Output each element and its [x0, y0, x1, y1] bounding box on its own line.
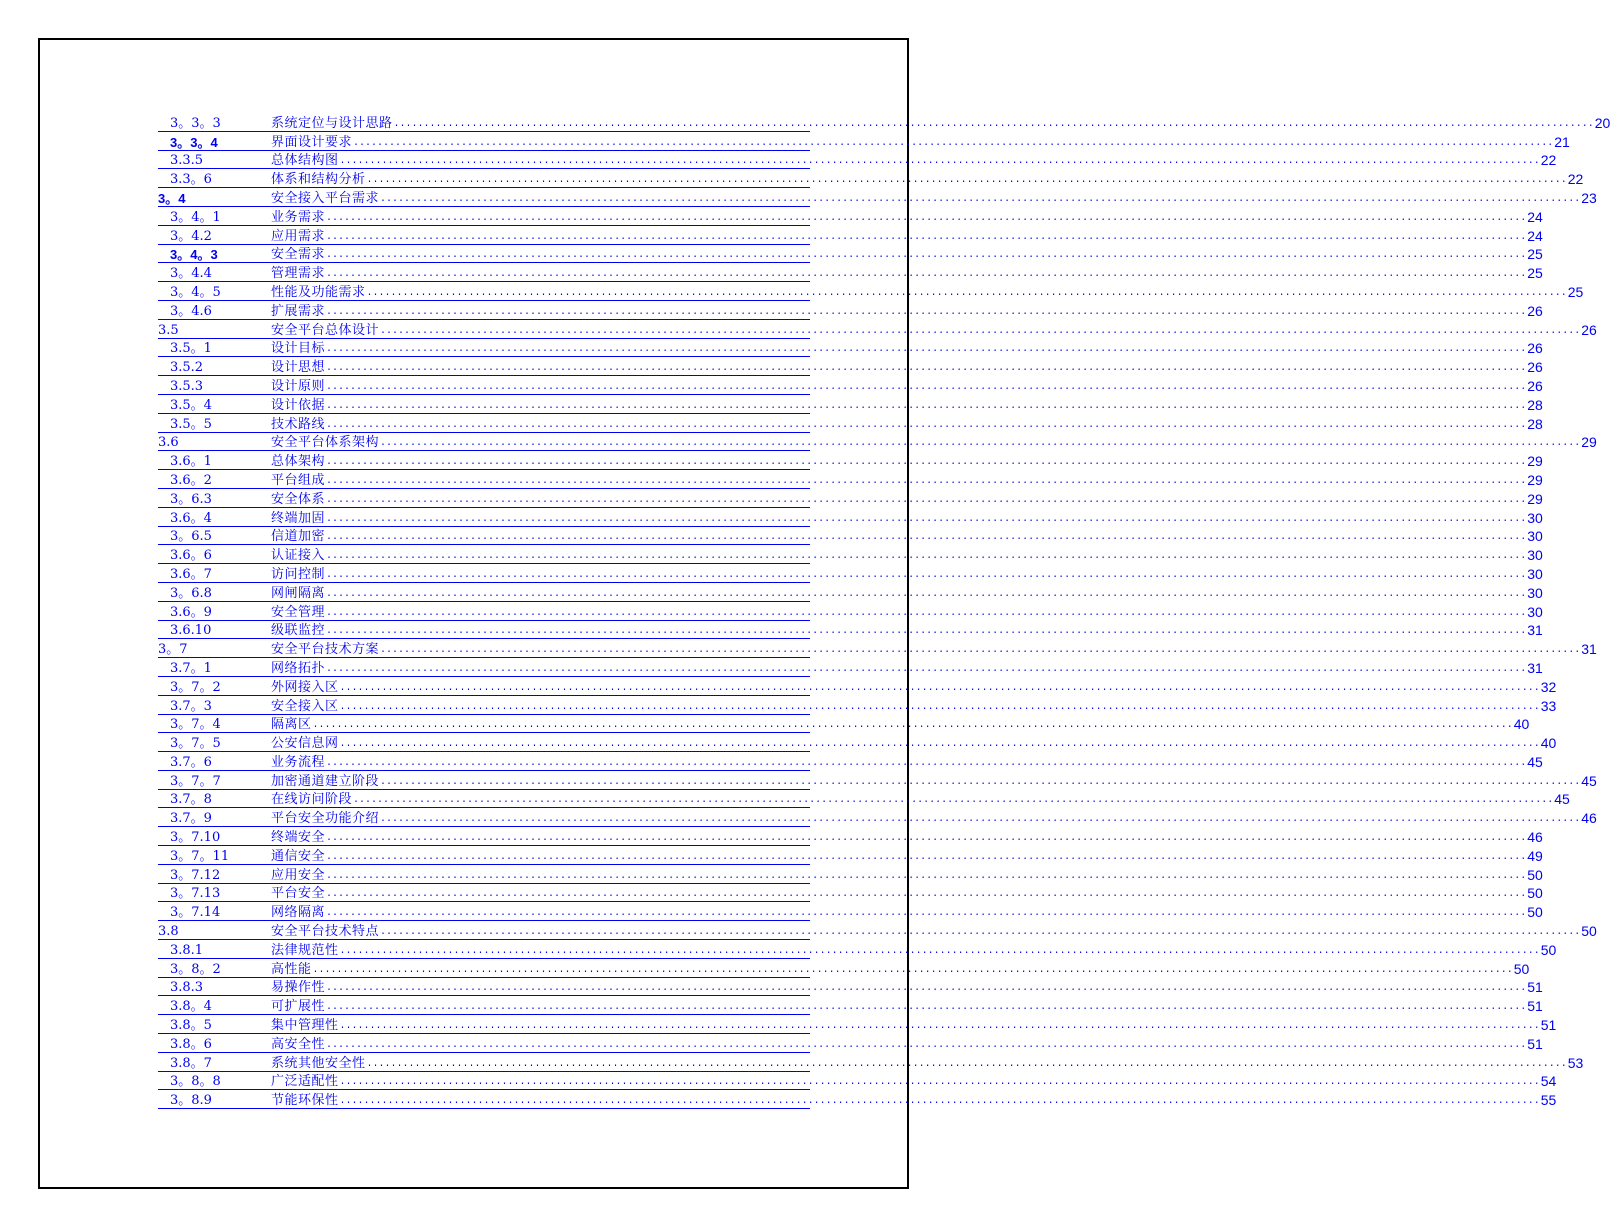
toc-entry-title: 系统定位与设计思路 [271, 115, 393, 131]
toc-entry-title: 终端安全 [271, 830, 326, 846]
toc-entry-page: 45 [1554, 791, 1570, 808]
toc-entry-number: 3.6.10 [170, 623, 212, 639]
toc-entry-title: 外网接入区 [271, 679, 339, 695]
toc-entry-page: 25 [1527, 265, 1543, 282]
toc-entry-title: 总体结构图 [271, 153, 339, 169]
toc-entry[interactable] [158, 865, 1543, 884]
toc-entry-title: 扩展需求 [271, 303, 326, 319]
toc-entry-number: 3.6 [158, 435, 179, 451]
toc-entry-page: 46 [1527, 829, 1543, 846]
toc-entry-page: 40 [1513, 716, 1530, 733]
toc-entry-page: 45 [1527, 753, 1543, 770]
toc-entry-number: 3.7。3 [170, 698, 212, 714]
toc-entry[interactable] [158, 132, 1570, 151]
toc-entry-title: 高性能 [271, 961, 312, 977]
toc-dot-leader: ........................................................................................................................................................................................................ [380, 645, 1581, 657]
toc-entry[interactable] [158, 470, 1543, 489]
toc-entry-title: 管理需求 [271, 266, 326, 282]
toc-entry-page: 26 [1527, 340, 1543, 357]
toc-dot-leader: ........................................................................................................................................................................................................ [326, 381, 1527, 393]
toc-entry-page: 30 [1527, 547, 1543, 564]
toc-entry-page: 30 [1527, 565, 1543, 582]
toc-entry-page: 29 [1527, 490, 1543, 507]
toc-entry[interactable] [158, 339, 1543, 358]
toc-entry-number: 3。7.10 [170, 830, 221, 846]
toc-entry-number: 3。4 [158, 190, 186, 206]
toc-dot-leader: ........................................................................................................................................................................................................ [380, 325, 1581, 337]
toc-entry[interactable] [158, 752, 1543, 771]
toc-entry-number: 3.5 [158, 322, 179, 338]
toc-entry-number: 3.6。6 [170, 548, 212, 564]
toc-entry-number: 3.8。4 [170, 999, 212, 1015]
toc-dot-leader: ........................................................................................................................................................................................................ [339, 1077, 1540, 1089]
toc-entry[interactable] [158, 169, 1584, 188]
toc-dot-leader: ........................................................................................................................................................................................................ [326, 457, 1527, 469]
toc-entry[interactable] [158, 1090, 1557, 1109]
toc-entry-title: 体系和结构分析 [271, 172, 366, 188]
toc-entry-number: 3。4。5 [170, 284, 221, 300]
toc-entry-number: 3。3。4 [170, 134, 218, 150]
toc-entry[interactable] [158, 320, 1597, 339]
toc-entry-title: 设计依据 [271, 397, 326, 413]
toc-dot-leader: ........................................................................................................................................................................................................ [326, 269, 1527, 281]
toc-entry-title: 性能及功能需求 [271, 284, 366, 300]
toc-dot-leader: ........................................................................................................................................................................................................ [326, 513, 1527, 525]
toc-entry[interactable] [158, 921, 1597, 940]
toc-entry-number: 3.8.1 [170, 942, 204, 958]
toc-entry-number: 3.3.5 [170, 153, 204, 169]
toc-dot-leader: ........................................................................................................................................................................................................ [366, 1058, 1567, 1070]
toc-entry-title: 安全体系 [271, 491, 326, 507]
toc-entry-number: 3。7.12 [170, 867, 221, 883]
toc-entry-page: 25 [1527, 246, 1543, 263]
toc-dot-leader: ........................................................................................................................................................................................................ [326, 663, 1527, 675]
toc-entry-number: 3。7 [158, 642, 188, 658]
toc-dot-leader: ........................................................................................................................................................................................................ [326, 363, 1527, 375]
toc-entry-title: 访问控制 [271, 566, 326, 582]
toc-entry-number: 3。6.3 [170, 491, 212, 507]
toc-entry-number: 3.8.3 [170, 980, 204, 996]
toc-entry[interactable] [158, 771, 1597, 790]
toc-entry-number: 3。3。3 [170, 115, 221, 131]
toc-entry-number: 3.6。4 [170, 510, 212, 526]
toc-entry[interactable] [158, 696, 1557, 715]
toc-entry-title: 系统其他安全性 [271, 1055, 366, 1071]
toc-dot-leader: ........................................................................................................................................................................................................ [353, 137, 1554, 149]
toc-entry-page: 32 [1540, 678, 1557, 695]
toc-entry-number: 3。4。1 [170, 209, 221, 225]
toc-entry-number: 3。7.13 [170, 886, 221, 902]
toc-entry-title: 终端加固 [271, 510, 326, 526]
toc-entry-title: 节能环保性 [271, 1093, 339, 1109]
toc-dot-leader: ........................................................................................................................................................................................................ [393, 118, 1594, 130]
toc-entry[interactable] [158, 846, 1543, 865]
toc-dot-leader: ........................................................................................................................................................................................................ [380, 193, 1581, 205]
toc-entry-page: 45 [1581, 772, 1597, 789]
toc-entry-page: 55 [1540, 1092, 1557, 1109]
toc-dot-leader: ........................................................................................................................................................................................................ [326, 983, 1527, 995]
toc-entry[interactable] [158, 489, 1543, 508]
toc-entry-number: 3。7。11 [170, 848, 230, 864]
toc-entry-number: 3。8.9 [170, 1093, 212, 1109]
toc-entry[interactable] [158, 433, 1597, 452]
toc-dot-leader: ........................................................................................................................................................................................................ [339, 1096, 1540, 1108]
toc-entry-number: 3.3。6 [170, 172, 212, 188]
toc-entry-page: 28 [1527, 415, 1543, 432]
toc-entry[interactable] [158, 902, 1543, 921]
toc-entry-number: 3。4.6 [170, 303, 212, 319]
toc-entry-number: 3.7。1 [170, 660, 212, 676]
toc-entry[interactable] [158, 978, 1543, 997]
toc-entry-number: 3.8 [158, 924, 179, 940]
toc-entry-page: 46 [1581, 810, 1597, 827]
toc-entry-page: 30 [1527, 528, 1543, 545]
toc-entry-page: 50 [1527, 904, 1543, 921]
toc-entry-number: 3。8。8 [170, 1074, 221, 1090]
toc-dot-leader: ........................................................................................................................................................................................................ [326, 569, 1527, 581]
toc-dot-leader: ........................................................................................................................................................................................................ [326, 833, 1527, 845]
toc-entry-title: 设计目标 [271, 341, 326, 357]
toc-dot-leader: ........................................................................................................................................................................................................ [326, 757, 1527, 769]
toc-entry-title: 网闸隔离 [271, 585, 326, 601]
toc-entry-page: 29 [1581, 434, 1597, 451]
toc-entry-title: 业务流程 [271, 754, 326, 770]
toc-entry-page: 31 [1527, 659, 1543, 676]
toc-entry[interactable] [158, 733, 1557, 752]
toc-entry-title: 界面设计要求 [271, 134, 353, 150]
toc-entry-title: 广泛适配性 [271, 1074, 339, 1090]
toc-entry[interactable] [158, 715, 1530, 734]
toc-entry[interactable] [158, 827, 1543, 846]
toc-entry-page: 50 [1527, 866, 1543, 883]
toc-entry-title: 技术路线 [271, 416, 326, 432]
toc-entry-page: 29 [1527, 453, 1543, 470]
toc-entry-page: 30 [1527, 603, 1543, 620]
toc-entry-page: 50 [1513, 960, 1530, 977]
toc-dot-leader: ........................................................................................................................................................................................................ [326, 212, 1527, 224]
toc-entry[interactable] [158, 226, 1543, 245]
toc-entry-number: 3。8。2 [170, 961, 221, 977]
toc-entry-number: 3。4.4 [170, 266, 212, 282]
toc-dot-leader: ........................................................................................................................................................................................................ [326, 344, 1527, 356]
toc-entry-title: 总体架构 [271, 454, 326, 470]
toc-dot-leader: ........................................................................................................................................................................................................ [326, 889, 1527, 901]
toc-entry[interactable] [158, 1072, 1557, 1091]
toc-entry-page: 22 [1567, 171, 1584, 188]
toc-entry-title: 应用需求 [271, 228, 326, 244]
toc-entry[interactable] [158, 395, 1543, 414]
toc-entry-number: 3.8。5 [170, 1018, 212, 1034]
toc-dot-leader: ........................................................................................................................................................................................................ [326, 419, 1527, 431]
toc-entry-page: 26 [1527, 302, 1543, 319]
toc-entry[interactable] [158, 1053, 1584, 1072]
toc-entry-page: 53 [1567, 1054, 1584, 1071]
toc-entry[interactable] [158, 263, 1543, 282]
toc-entry-page: 51 [1527, 1035, 1543, 1052]
toc-entry-title: 可扩展性 [271, 999, 326, 1015]
toc-entry-title: 平台安全功能介绍 [271, 811, 380, 827]
toc-dot-leader: ........................................................................................................................................................................................................ [339, 156, 1540, 168]
toc-entry[interactable] [158, 357, 1543, 376]
toc-dot-leader: ........................................................................................................................................................................................................ [326, 588, 1527, 600]
toc-dot-leader: ........................................................................................................................................................................................................ [326, 551, 1527, 563]
table-of-contents [158, 113, 1610, 1109]
toc-dot-leader: ........................................................................................................................................................................................................ [326, 1039, 1527, 1051]
toc-entry[interactable] [158, 1015, 1557, 1034]
toc-entry-page: 28 [1527, 396, 1543, 413]
toc-entry-title: 高安全性 [271, 1036, 326, 1052]
toc-entry[interactable] [158, 451, 1543, 470]
toc-dot-leader: ........................................................................................................................................................................................................ [326, 607, 1527, 619]
toc-dot-leader: ........................................................................................................................................................................................................ [326, 231, 1527, 243]
toc-entry-title: 安全平台总体设计 [271, 322, 380, 338]
toc-entry-number: 3.7。9 [170, 811, 212, 827]
toc-entry-number: 3。4.2 [170, 228, 212, 244]
toc-entry-title: 集中管理性 [271, 1018, 339, 1034]
toc-dot-leader: ........................................................................................................................................................................................................ [380, 776, 1581, 788]
toc-entry[interactable] [158, 188, 1597, 207]
toc-dot-leader: ........................................................................................................................................................................................................ [339, 945, 1540, 957]
toc-entry[interactable] [158, 545, 1543, 564]
toc-entry-title: 级联监控 [271, 623, 326, 639]
toc-entry-page: 54 [1540, 1073, 1557, 1090]
toc-entry[interactable] [158, 376, 1543, 395]
toc-entry-title: 安全平台技术特点 [271, 924, 380, 940]
toc-entry-page: 50 [1527, 885, 1543, 902]
toc-entry-page: 21 [1554, 133, 1570, 150]
toc-entry-page: 50 [1540, 941, 1557, 958]
toc-dot-leader: ........................................................................................................................................................................................................ [380, 927, 1581, 939]
toc-entry-number: 3。6.8 [170, 585, 212, 601]
toc-entry[interactable] [158, 996, 1543, 1015]
toc-entry-number: 3.6。9 [170, 604, 212, 620]
toc-entry[interactable] [158, 602, 1543, 621]
toc-dot-leader: ........................................................................................................................................................................................................ [326, 250, 1527, 262]
toc-entry-title: 安全需求 [271, 247, 326, 263]
toc-entry-title: 安全接入平台需求 [271, 190, 380, 206]
toc-entry-page: 30 [1527, 584, 1543, 601]
toc-entry-number: 3.5。5 [170, 416, 212, 432]
toc-entry-title: 加密通道建立阶段 [271, 773, 380, 789]
toc-dot-leader: ........................................................................................................................................................................................................ [326, 532, 1527, 544]
toc-entry-title: 安全平台技术方案 [271, 642, 380, 658]
toc-entry-title: 在线访问阶段 [271, 792, 353, 808]
toc-dot-leader: ........................................................................................................................................................................................................ [339, 682, 1540, 694]
toc-entry-number: 3.5.3 [170, 378, 204, 394]
toc-dot-leader: ........................................................................................................................................................................................................ [339, 739, 1540, 751]
toc-dot-leader: ........................................................................................................................................................................................................ [339, 1021, 1540, 1033]
toc-entry-title: 认证接入 [271, 548, 326, 564]
toc-dot-leader: ........................................................................................................................................................................................................ [339, 701, 1540, 713]
toc-entry-title: 应用安全 [271, 867, 326, 883]
toc-entry-title: 设计思想 [271, 360, 326, 376]
toc-entry-page: 33 [1540, 697, 1557, 714]
toc-dot-leader: ........................................................................................................................................................................................................ [353, 795, 1554, 807]
toc-entry[interactable] [158, 808, 1597, 827]
toc-entry-number: 3.5。1 [170, 341, 212, 357]
toc-entry-number: 3。7.14 [170, 905, 221, 921]
toc-entry-page: 26 [1527, 359, 1543, 376]
toc-entry-number: 3.6。7 [170, 566, 212, 582]
toc-entry-page: 31 [1581, 641, 1597, 658]
toc-entry-page: 49 [1527, 847, 1543, 864]
toc-entry-title: 隔离区 [271, 717, 312, 733]
toc-entry-number: 3。7。2 [170, 679, 221, 695]
toc-entry-number: 3。7。5 [170, 736, 221, 752]
toc-entry-page: 22 [1540, 152, 1557, 169]
toc-entry[interactable] [158, 959, 1530, 978]
toc-entry-number: 3.7。6 [170, 754, 212, 770]
toc-entry[interactable] [158, 658, 1543, 677]
toc-entry-title: 网络隔离 [271, 905, 326, 921]
toc-entry-page: 23 [1581, 189, 1597, 206]
toc-dot-leader: ........................................................................................................................................................................................................ [366, 175, 1567, 187]
toc-entry-title: 信道加密 [271, 529, 326, 545]
toc-entry[interactable] [158, 884, 1543, 903]
toc-dot-leader: ........................................................................................................................................................................................................ [326, 908, 1527, 920]
toc-entry[interactable] [158, 151, 1557, 170]
toc-entry-number: 3.8。7 [170, 1055, 212, 1071]
toc-entry-page: 51 [1540, 1017, 1557, 1034]
toc-dot-leader: ........................................................................................................................................................................................................ [326, 494, 1527, 506]
toc-dot-leader: ........................................................................................................................................................................................................ [366, 287, 1567, 299]
toc-entry-page: 31 [1527, 622, 1543, 639]
toc-dot-leader: ........................................................................................................................................................................................................ [380, 814, 1581, 826]
toc-entry-number: 3。4。3 [170, 247, 218, 263]
toc-entry-number: 3.5.2 [170, 360, 204, 376]
toc-entry-number: 3。7。7 [170, 773, 221, 789]
toc-dot-leader: ........................................................................................................................................................................................................ [326, 400, 1527, 412]
toc-entry-page: 25 [1567, 283, 1584, 300]
toc-entry[interactable] [158, 113, 1610, 132]
toc-dot-leader: ........................................................................................................................................................................................................ [326, 306, 1527, 318]
toc-entry-page: 26 [1527, 377, 1543, 394]
toc-entry-title: 平台安全 [271, 886, 326, 902]
toc-entry[interactable] [158, 301, 1543, 320]
toc-dot-leader: ........................................................................................................................................................................................................ [312, 964, 1513, 976]
toc-entry[interactable] [158, 1034, 1543, 1053]
toc-dot-leader: ........................................................................................................................................................................................................ [380, 438, 1581, 450]
toc-entry-page: 30 [1527, 509, 1543, 526]
toc-dot-leader: ........................................................................................................................................................................................................ [326, 626, 1527, 638]
toc-entry-number: 3。7。4 [170, 717, 221, 733]
toc-entry-number: 3.8。6 [170, 1036, 212, 1052]
toc-entry-number: 3.6。1 [170, 454, 212, 470]
toc-entry-page: 26 [1581, 321, 1597, 338]
toc-entry[interactable] [158, 583, 1543, 602]
toc-entry[interactable] [158, 527, 1543, 546]
toc-entry[interactable] [158, 282, 1584, 301]
toc-entry[interactable] [158, 508, 1543, 527]
toc-entry[interactable] [158, 245, 1543, 264]
toc-entry-title: 安全接入区 [271, 698, 339, 714]
toc-entry-page: 51 [1527, 998, 1543, 1015]
toc-entry-title: 法律规范性 [271, 942, 339, 958]
toc-entry-title: 网络拓扑 [271, 660, 326, 676]
toc-entry-page: 24 [1527, 208, 1543, 225]
toc-entry-title: 公安信息网 [271, 736, 339, 752]
toc-entry-number: 3.7。8 [170, 792, 212, 808]
toc-dot-leader: ........................................................................................................................................................................................................ [326, 475, 1527, 487]
toc-entry[interactable] [158, 790, 1570, 809]
toc-entry[interactable] [158, 639, 1597, 658]
toc-entry-number: 3。6.5 [170, 529, 212, 545]
toc-entry-title: 通信安全 [271, 848, 326, 864]
toc-entry-title: 安全平台体系架构 [271, 435, 380, 451]
toc-dot-leader: ........................................................................................................................................................................................................ [312, 720, 1513, 732]
toc-entry[interactable] [158, 621, 1543, 640]
toc-dot-leader: ........................................................................................................................................................................................................ [326, 851, 1527, 863]
toc-entry-page: 24 [1527, 227, 1543, 244]
toc-entry-title: 业务需求 [271, 209, 326, 225]
toc-entry-title: 设计原则 [271, 378, 326, 394]
toc-dot-leader: ........................................................................................................................................................................................................ [326, 870, 1527, 882]
toc-entry-page: 51 [1527, 979, 1543, 996]
toc-entry[interactable] [158, 564, 1543, 583]
toc-entry-number: 3.5。4 [170, 397, 212, 413]
toc-entry[interactable] [158, 677, 1557, 696]
toc-entry-page: 20 [1594, 114, 1610, 131]
toc-entry[interactable] [158, 207, 1543, 226]
toc-entry-number: 3.6。2 [170, 472, 212, 488]
toc-entry[interactable] [158, 414, 1543, 433]
toc-entry-page: 29 [1527, 471, 1543, 488]
toc-entry-title: 平台组成 [271, 472, 326, 488]
toc-entry-title: 安全管理 [271, 604, 326, 620]
toc-dot-leader: ........................................................................................................................................................................................................ [326, 1002, 1527, 1014]
toc-entry-page: 40 [1540, 735, 1557, 752]
toc-entry-page: 50 [1581, 923, 1597, 940]
toc-entry-title: 易操作性 [271, 980, 326, 996]
toc-entry[interactable] [158, 940, 1557, 959]
